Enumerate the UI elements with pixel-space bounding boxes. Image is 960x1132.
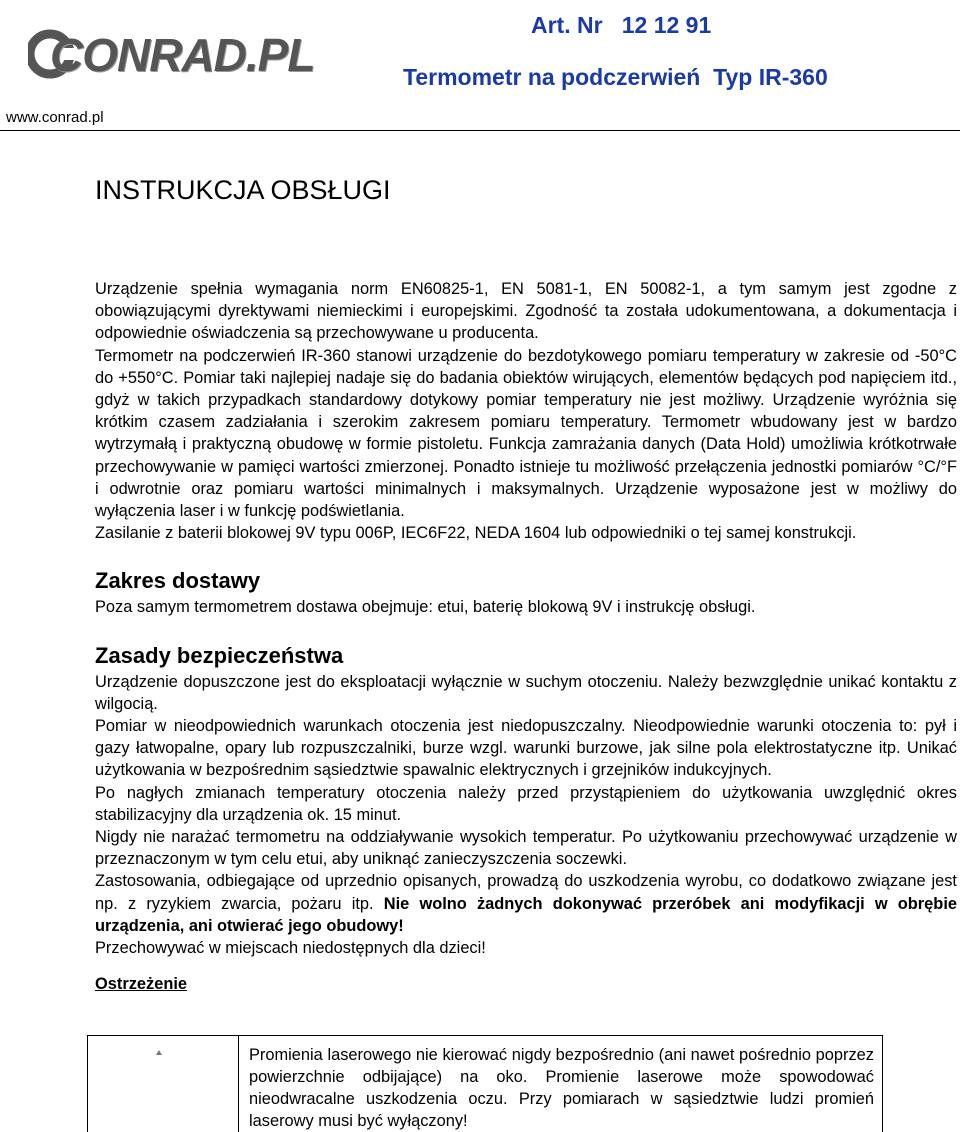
- warning-box: [87, 1035, 883, 1132]
- product-title: Termometr na podczerwień Typ IR-360: [403, 64, 828, 90]
- safety-paragraph-4: Nigdy nie narażać termometru na oddziaływanie wysokich temperatur. Po użytkowaniu przechowywać urządzenie w przeznaczonym w tym celu etui, aby uniknąć zanieczyszczenia soczewki.: [95, 828, 957, 869]
- warning-heading: Ostrzeżenie: [95, 975, 188, 994]
- intro-paragraph-3: Zasilanie z baterii blokowej 9V typu 006P, IEC6F22, NEDA 1604 lub odpowiedniki o tej samej konstrukcji.: [95, 524, 857, 543]
- site-url[interactable]: www.conrad.pl: [6, 109, 104, 126]
- safety-paragraph-3: Po nagłych zmianach temperatury otoczenia należy przed przystąpieniem do użytkowania uwzględnić okres stabilizacyjny dla urządzenia ok. 15 minut.: [95, 783, 957, 824]
- intro-paragraph-1: Urządzenie spełnia wymagania norm EN60825-1, EN 5081-1, EN 50082-1, a tym samym jest zgodne z obowiązującymi dyrektywami niemieckimi i europejskimi. Zgodność ta została udokumentowana, a dokumentacja i odpowiednie oświadczenia są przechowywane u producenta.: [95, 280, 957, 343]
- logo-text: CONRAD.PL: [50, 29, 315, 81]
- warning-text: Promienia laserowego nie kierować nigdy bezpośrednio (ani nawet pośrednio poprzez powierzchnie odbijające) na oko. Promienie laserowe może spowodować nieodwracalne uszkodzenia oczu. Przy pomiarach w sąsiedztwie ludzi promień laserowy musi być wyłączony!: [249, 1046, 874, 1130]
- delivery-heading: Zakres dostawy: [95, 568, 261, 594]
- safety-paragraph-6: Przechowywać w miejscach niedostępnych dla dzieci!: [95, 939, 486, 958]
- page-title: INSTRUKCJA OBSŁUGI: [95, 175, 391, 205]
- conrad-logo: [28, 26, 315, 82]
- delivery-text: Poza samym termometrem dostawa obejmuje: etui, baterię blokową 9V i instrukcję obsługi.: [95, 598, 756, 617]
- intro-paragraph-2: Termometr na podczerwień IR-360 stanowi urządzenie do bezdotykowego pomiaru temperatury w zakresie od -50°C do +550°C. Pomiar taki najlepiej nadaje się do badania obiektów wirujących, elementów będących pod napięciem itd., gdyż w takich przypadkach standardowy dotykowy pomiar temperatury nie jest możliwy. Urządzenie wyróżnia się krótkim czasem zadziałania i szerokim zakresem pomiaru temperatury. Termometr wbudowany jest w bardzo wytrzymałą i praktyczną obudowę w formie pistoletu. Funkcja zamrażania danych (Data Hold) umożliwia krótkotrwałe przechowywanie w pamięci wartości zmierzonej. Ponadto istnieje tu możliwość przełączenia jednostki pomiarów °C/°F i odwrotnie oraz pomiaru wartości minimalnych i maksymalnych. Urządzenie wyposażone jest w możliwy do wyłączenia laser i w funkcję podświetlania.: [95, 346, 957, 521]
- laser-warning-icon: [156, 1050, 162, 1055]
- header-divider: [0, 130, 960, 131]
- safety-paragraph-1: Urządzenie dopuszczone jest do eksploatacji wyłącznie w suchym otoczeniu. Należy bezwzględnie unikać kontaktu z wilgocią.: [95, 672, 957, 713]
- article-number: Art. Nr 12 12 91: [531, 12, 712, 38]
- safety-heading: Zasady bezpieczeństwa: [95, 642, 344, 668]
- document-body: [95, 170, 957, 995]
- warning-icon-cell: [88, 1036, 239, 1132]
- safety-paragraph-2: Pomiar w nieodpowiednich warunkach otoczenia jest niedopuszczalny. Nieodpowiednie warunki otoczenia to: pył i gazy łatwopalne, opary lub rozpuszczalniki, burze wzgl. warunki burzowe, jak silne pola elektrostatyczne itp. Unikać użytkowania w bezpośrednim sąsiedztwie spawalnic elektrycznych i grzejników indukcyjnych.: [95, 717, 957, 780]
- safety-paragraph-5-text: Zastosowania, odbiegające od uprzednio opisanych, prowadzą do uszkodzenia wyrobu, co dodatkowo związane jest np. z ryzykiem zwarcia, pożaru itp.: [95, 872, 957, 913]
- safety-paragraph-5-bold: Nie wolno żadnych dokonywać przeróbek ani modyfikacji w obrębie urządzenia, ani otwierać jego obudowy!: [95, 894, 957, 935]
- safety-paragraph-5: [95, 870, 957, 937]
